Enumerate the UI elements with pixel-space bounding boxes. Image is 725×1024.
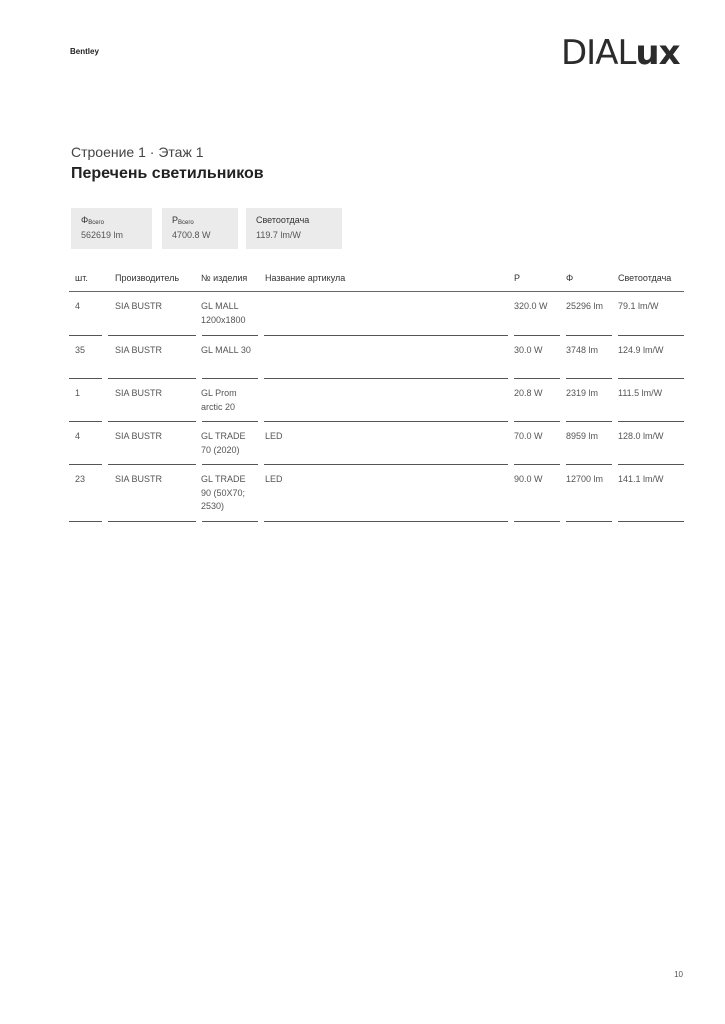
cell-manufacturer: SIA BUSTR [115, 388, 163, 398]
summary-value: 4700.8 W [172, 230, 211, 240]
col-header-efficacy: Светоотдача [618, 273, 672, 283]
cell-item-number: arctic 20 [201, 401, 236, 412]
row-divider [108, 421, 196, 422]
summary-label: $\Phi_{Всего}$ [81, 215, 104, 226]
row-divider [69, 335, 102, 336]
cell-qty: 35 [75, 345, 86, 355]
row-divider [108, 378, 196, 379]
cell-item-number: 2530) [201, 501, 225, 511]
row-divider [264, 521, 508, 522]
row-divider [566, 464, 612, 465]
cell-flux: 3748 lm [566, 345, 599, 355]
summary-card-efficacy [246, 208, 342, 249]
row-divider [202, 521, 258, 522]
page-title: Перечень светильников [71, 165, 264, 182]
summary-value: 562619 lm [81, 230, 124, 240]
page-subtitle: Строение 1 · Этаж 1 [71, 144, 204, 160]
cell-power: 30.0 W [514, 345, 543, 355]
row-divider [202, 378, 258, 379]
cell-flux: 12700 lm [566, 474, 604, 484]
row-divider [514, 335, 560, 336]
cell-power: 70.0 W [514, 431, 543, 441]
row-divider [566, 335, 612, 336]
cell-efficacy: 79.1 lm/W [618, 301, 659, 311]
col-header-flux: Φ [566, 273, 574, 283]
col-header-qty: шт. [75, 273, 88, 283]
cell-qty: 4 [75, 301, 81, 311]
summary-value: 119.7 lm/W [256, 230, 301, 240]
row-divider [264, 421, 508, 422]
row-divider [69, 421, 102, 422]
row-divider [618, 464, 684, 465]
summary-label: $P_{Всего}$ [172, 215, 194, 226]
cell-efficacy: 141.1 lm/W [618, 474, 664, 484]
cell-article-name: LED [265, 431, 283, 441]
cell-flux: 8959 lm [566, 431, 599, 441]
row-divider [514, 378, 560, 379]
row-divider [264, 378, 508, 379]
row-divider [514, 521, 560, 522]
summary-card-flux [71, 208, 152, 249]
cell-item-number: GL TRADE [201, 431, 246, 441]
col-header-manufacturer: Производитель [115, 273, 180, 283]
row-divider [108, 464, 196, 465]
cell-item-number: 70 (2020) [201, 444, 240, 455]
cell-efficacy: 128.0 lm/W [618, 431, 664, 441]
row-divider [514, 421, 560, 422]
row-divider [202, 464, 258, 465]
dialux-logo [561, 33, 680, 73]
row-divider [202, 421, 258, 422]
row-divider [108, 335, 196, 336]
cell-item-number: 1200x1800 [201, 314, 246, 325]
cell-manufacturer: SIA BUSTR [115, 345, 163, 355]
cell-efficacy: 111.5 lm/W [618, 388, 663, 398]
row-divider [514, 464, 560, 465]
cell-qty: 4 [75, 431, 81, 441]
row-divider [566, 421, 612, 422]
row-divider [108, 521, 196, 522]
row-divider [264, 464, 508, 465]
row-divider [566, 521, 612, 522]
cell-power: 20.8 W [514, 388, 543, 398]
cell-efficacy: 124.9 lm/W [618, 345, 664, 355]
cell-item-number: GL Prom [201, 388, 237, 398]
row-divider [264, 335, 508, 336]
header-divider [69, 291, 684, 292]
row-divider [202, 335, 258, 336]
cell-power: 320.0 W [514, 301, 548, 311]
cell-item-number: 90 (50X70; [201, 487, 246, 498]
cell-item-number: GL MALL [201, 301, 239, 311]
summary-label: Светоотдача [256, 215, 310, 225]
row-divider [69, 464, 102, 465]
col-header-article-name: Название артикула [265, 273, 346, 283]
cell-qty: 23 [75, 474, 86, 484]
row-divider [69, 521, 102, 522]
summary-card-power [162, 208, 238, 249]
row-divider [566, 378, 612, 379]
cell-flux: 2319 lm [566, 388, 599, 398]
row-divider [618, 378, 684, 379]
row-divider [618, 335, 684, 336]
row-divider [69, 378, 102, 379]
cell-item-number: GL MALL 30 [201, 345, 251, 355]
row-divider [618, 421, 684, 422]
cell-manufacturer: SIA BUSTR [115, 301, 163, 311]
logo-bold-text: ux [635, 33, 680, 73]
cell-flux: 25296 lm [566, 301, 604, 311]
cell-power: 90.0 W [514, 474, 543, 484]
cell-article-name: LED [265, 474, 283, 484]
project-name: Bentley [70, 47, 99, 56]
cell-manufacturer: SIA BUSTR [115, 474, 163, 484]
cell-qty: 1 [75, 388, 81, 398]
cell-item-number: GL TRADE [201, 474, 246, 484]
cell-manufacturer: SIA BUSTR [115, 431, 163, 441]
col-header-power: P [514, 273, 521, 283]
row-divider [618, 521, 684, 522]
col-header-item-number: № изделия [201, 273, 248, 283]
page-number: 10 [674, 970, 683, 979]
logo-light-text: DIAL [561, 33, 636, 73]
